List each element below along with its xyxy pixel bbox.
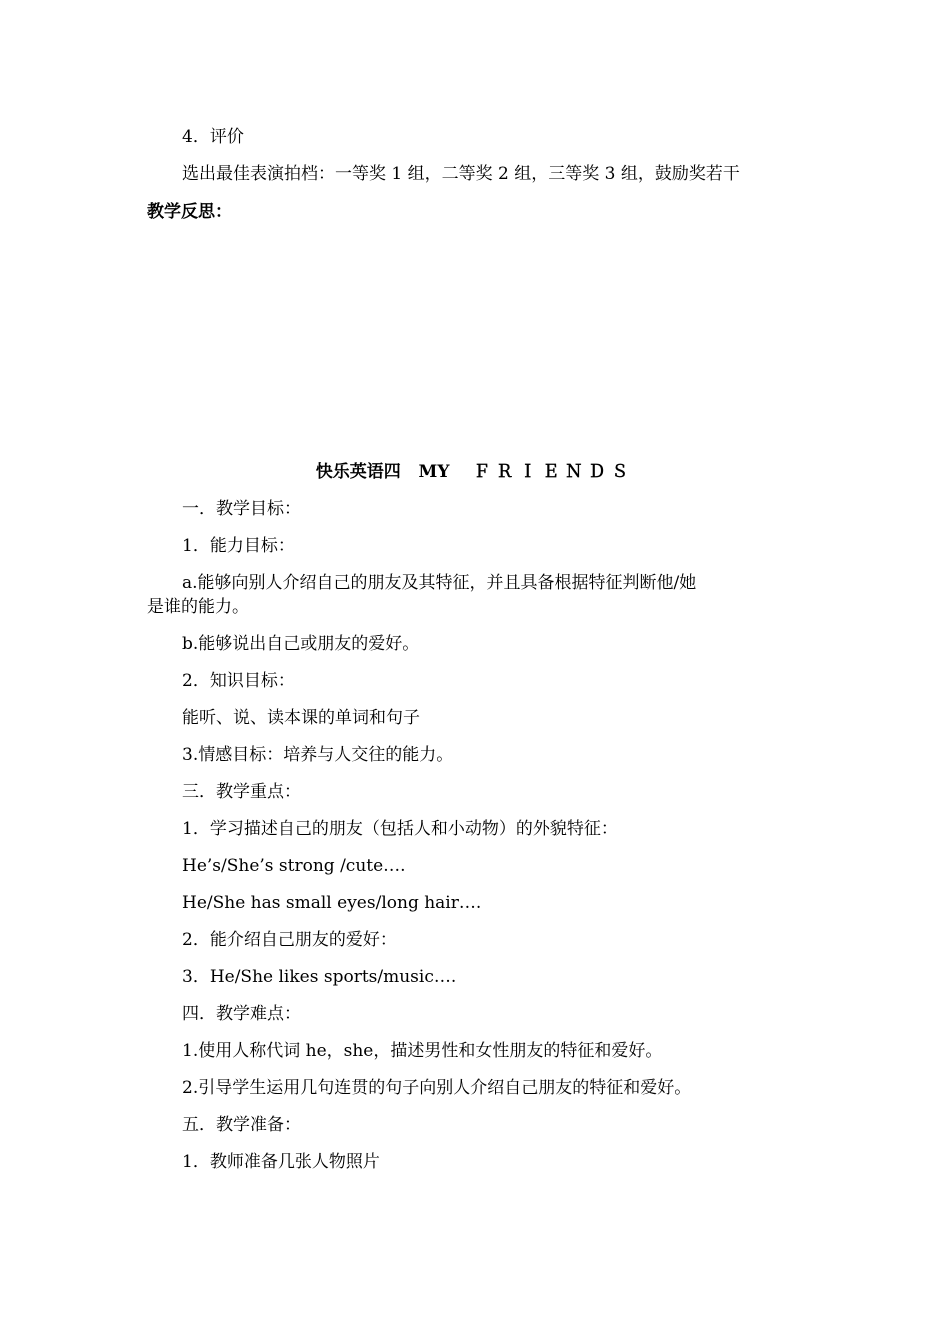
evaluation-text: 选出最佳表演拍档：一等奖 1 组，二等奖 2 组，三等奖 3 组，鼓励奖若干 <box>182 164 740 184</box>
section-key-points: 三．教学重点： <box>182 782 301 802</box>
preparation-1: 1．教师准备几张人物照片 <box>182 1152 380 1172</box>
difficulty-2: 2.引导学生运用几句连贯的句子向别人介绍自己朋友的特征和爱好。 <box>182 1078 692 1098</box>
key-point-2: 2．能介绍自己朋友的爱好： <box>182 930 397 950</box>
evaluation-item: 4．评价 <box>182 127 244 147</box>
section-teaching-goals: 一．教学目标： <box>182 499 301 519</box>
emotional-goal: 3.情感目标：培养与人交往的能力。 <box>182 745 454 765</box>
lesson-title-en-1: MY <box>418 462 450 482</box>
ability-goal-a-continued: 是谁的能力。 <box>147 597 249 617</box>
knowledge-goal-heading: 2．知识目标： <box>182 671 295 691</box>
lesson-title-cn: 快乐英语四 <box>315 462 401 482</box>
section-difficulties: 四．教学难点： <box>182 1004 301 1024</box>
reflection-label: 教学反思： <box>147 202 232 222</box>
key-point-3: 3．He/She likes sports/music…. <box>182 967 457 987</box>
section-preparation: 五．教学准备： <box>182 1115 301 1135</box>
ability-goal-b: b.能够说出自己或朋友的爱好。 <box>182 634 420 654</box>
key-point-1: 1．学习描述自己的朋友（包括人和小动物）的外貌特征： <box>182 819 618 839</box>
difficulty-1: 1.使用人称代词 he，she，描述男性和女性朋友的特征和爱好。 <box>182 1041 663 1061</box>
ability-goal-a: a.能够向别人介绍自己的朋友及其特征，并且具备根据特征判断他/她 <box>182 573 697 593</box>
example-sentence-1: He’s/She’s strong /cute…. <box>182 856 406 876</box>
lesson-title-en-2: ＦＲＩＥＮＤＳ <box>473 462 635 482</box>
ability-goal-heading: 1．能力目标： <box>182 536 295 556</box>
knowledge-goal-text: 能听、说、读本课的单词和句子 <box>182 708 420 728</box>
lesson-title <box>0 461 950 483</box>
example-sentence-2: He/She has small eyes/long hair…. <box>182 893 482 913</box>
